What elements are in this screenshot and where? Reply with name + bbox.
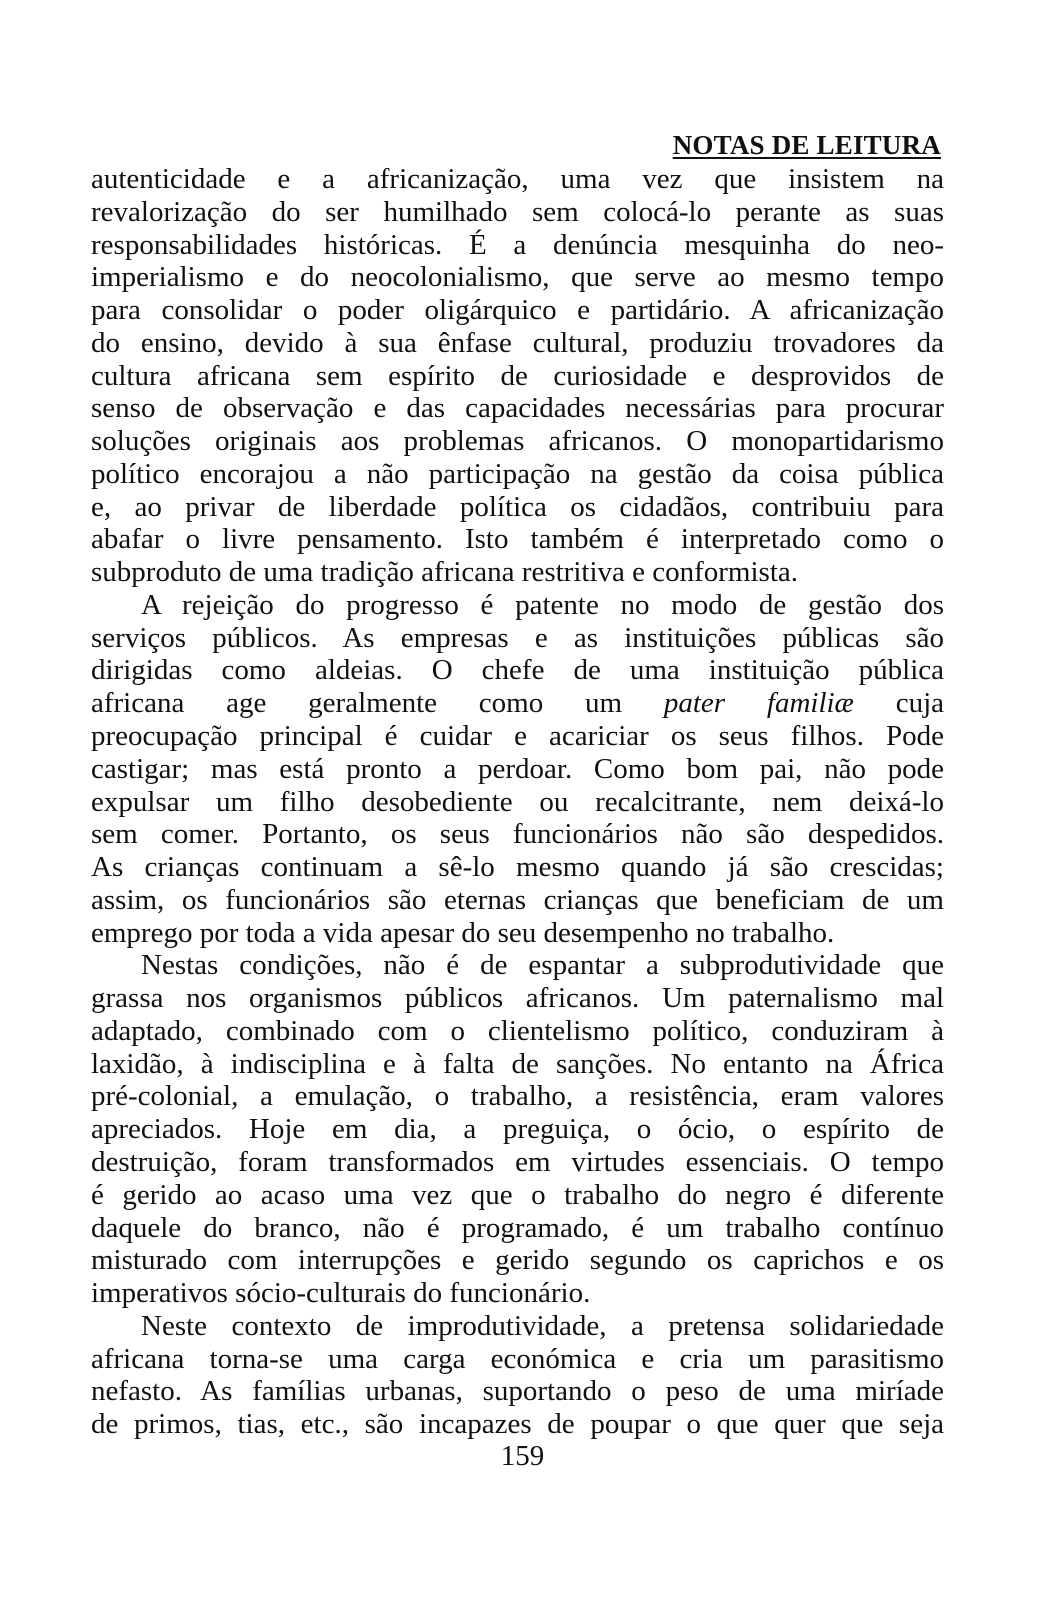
paragraph-3 — [91, 949, 944, 1309]
text-line: imperativos sócio-culturais do funcionário. — [91, 1277, 591, 1310]
text-line: misturado com interrupções e gerido segundo os caprichos e os — [91, 1244, 944, 1277]
text-line: africana torna-se uma carga económica e cria um parasitismo — [91, 1342, 944, 1375]
paragraph-2 — [91, 589, 944, 949]
text-line: apreciados. Hoje em dia, a preguiça, o ócio, o espírito de — [91, 1113, 944, 1146]
text-line: cultura africana sem espírito de curiosidade e desprovidos de — [91, 359, 944, 392]
paragraph-1 — [91, 163, 944, 589]
text-line: autenticidade e a africanização, uma vez que insistem na — [91, 163, 944, 195]
text-line: para consolidar o poder oligárquico e partidário. A africanização — [91, 294, 944, 327]
text-line: subproduto de uma tradição africana restritiva e conformista. — [91, 556, 799, 589]
text-line: soluções originais aos problemas africanos. O monopartidarismo — [91, 425, 944, 458]
text-line: político encorajou a não participação na gestão da coisa pública — [91, 457, 944, 490]
italic-phrase: pater familiæ — [663, 687, 854, 720]
text-line: assim, os funcionários são eternas crianças que beneficiam de um — [91, 883, 944, 916]
text-line: de primos, tias, etc., são incapazes de poupar o que quer que seja — [91, 1408, 944, 1441]
text-line: laxidão, à indisciplina e à falta de sanções. No entanto na África — [91, 1047, 944, 1080]
text-line: grassa nos organismos públicos africanos. Um paternalismo mal — [91, 982, 944, 1015]
body-text — [91, 163, 944, 1441]
text-line: Neste contexto de improdutividade, a pretensa solidariedade — [141, 1309, 944, 1342]
text-line-with-italic — [91, 687, 944, 720]
text-line: adaptado, combinado com o clientelismo político, conduziram à — [91, 1014, 944, 1047]
text-line: abafar o livre pensamento. Isto também é interpretado como o — [91, 523, 944, 556]
text-line: As crianças continuam a sê-lo mesmo quando já são crescidas; — [91, 851, 944, 884]
text-segment: cuja — [895, 687, 945, 720]
page-number: 159 — [500, 1440, 545, 1472]
running-header: NOTAS DE LEITURA — [672, 130, 941, 160]
text-line: nefasto. As famílias urbanas, suportando o peso de uma miríade — [91, 1375, 944, 1408]
text-line: responsabilidades históricas. É a denúncia mesquinha do neo- — [91, 228, 944, 261]
text-line: preocupação principal é cuidar e acariciar os seus filhos. Pode — [91, 720, 944, 753]
text-line: e, ao privar de liberdade política os cidadãos, contribuiu para — [91, 490, 944, 523]
text-line: Nestas condições, não é de espantar a subprodutividade que — [141, 949, 944, 982]
text-line: é gerido ao acaso uma vez que o trabalho do negro é diferente — [91, 1178, 944, 1211]
text-line: expulsar um filho desobediente ou recalcitrante, nem deixá-lo — [91, 785, 944, 818]
text-line: imperialismo e do neocolonialismo, que serve ao mesmo tempo — [91, 261, 944, 294]
text-line: sem comer. Portanto, os seus funcionários não são despedidos. — [91, 818, 944, 851]
text-line: serviços públicos. As empresas e as instituições públicas são — [91, 621, 944, 654]
text-segment: africana age geralmente como um — [91, 687, 623, 720]
text-line: destruição, foram transformados em virtudes essenciais. O tempo — [91, 1145, 944, 1178]
text-line: emprego por toda a vida apesar do seu desempenho no trabalho. — [91, 916, 835, 949]
text-line: senso de observação e das capacidades necessárias para procurar — [91, 392, 944, 425]
text-line: castigar; mas está pronto a perdoar. Como bom pai, não pode — [91, 752, 944, 785]
text-line: do ensino, devido à sua ênfase cultural, produziu trovadores da — [91, 326, 944, 359]
text-line: revalorização do ser humilhado sem colocá-lo perante as suas — [91, 195, 944, 228]
text-line: pré-colonial, a emulação, o trabalho, a resistência, eram valores — [91, 1080, 944, 1113]
text-line: daquele do branco, não é programado, é um trabalho contínuo — [91, 1211, 944, 1244]
text-line: dirigidas como aldeias. O chefe de uma instituição pública — [91, 654, 944, 687]
text-line: A rejeição do progresso é patente no modo de gestão dos — [141, 588, 944, 621]
paragraph-4 — [91, 1310, 944, 1441]
